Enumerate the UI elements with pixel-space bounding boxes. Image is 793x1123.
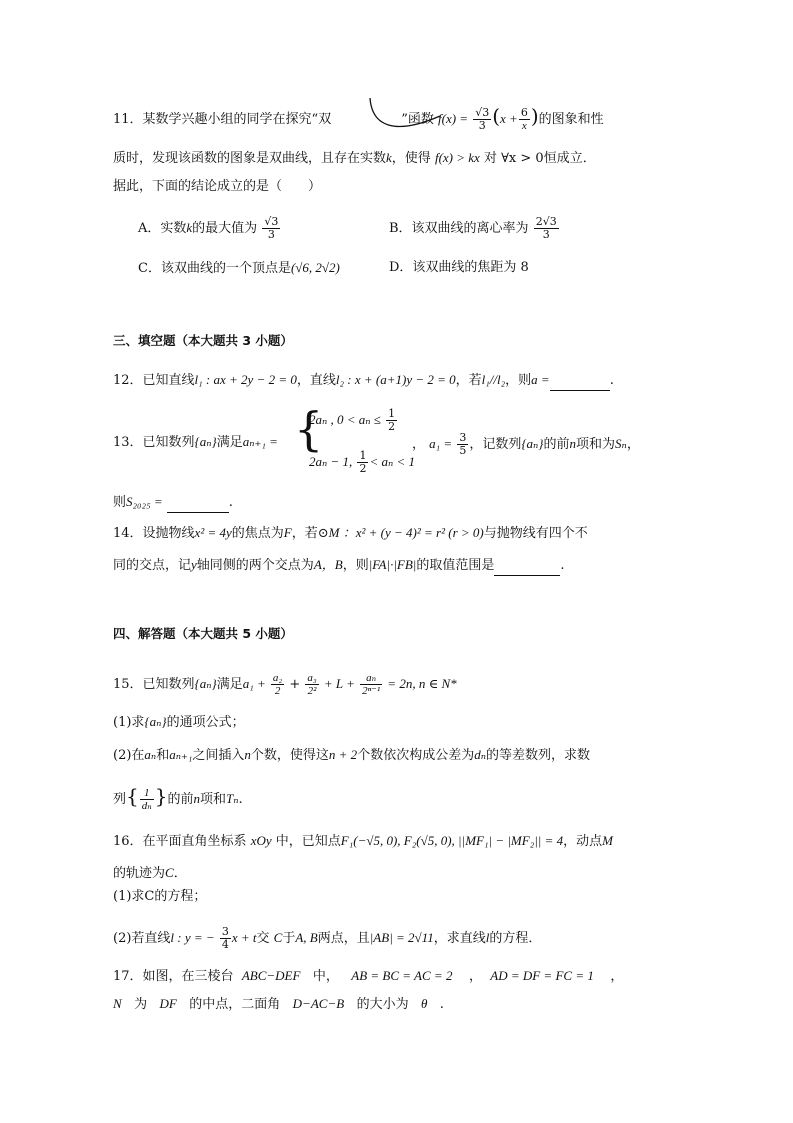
q11-line2: 质时，发现该函数的图象是双曲线，且存在实数k，使得 f(x) > kx 对 ∀x > 0恒成立． (113, 150, 596, 166)
q16-line1: 16．在平面直角坐标系 xOy 中，已知点F₁(−√5, 0), F₂(√5, 0), ||MF₁| − |MF₂|| = 4，动点M (113, 833, 613, 849)
q13-line2: 则S₂₀₂₅ = . (113, 492, 233, 513)
q16-part1: (1)求C的方程； (113, 889, 207, 904)
q15-part2-cont: 列{ $\frac{1}{\text{dₙ}}$ }的前n项和Tₙ. (113, 784, 243, 812)
q11-sqrt3-over-3: $\frac{√3}{3}$ (475, 106, 490, 132)
q15-part2: (2)在aₙ和aₙ₊₁之间插入n个数，使得这n + 2个数依次构成公差为dₙ的等差数列，求数 (113, 747, 590, 763)
q15-line1: 15．已知数列{aₙ}满足a₁ + $\frac{\text{a₂}}{2}$ + $\frac{\text{a₃}}{\text{2²}}$ + L + $\frac{\text{aₙ}}{\text{2ⁿ⁻¹}}$ = 2n, n ∈ N* (113, 672, 457, 697)
q15-part1: (1)求{aₙ}的通项公式； (113, 714, 245, 730)
section-3-title: 三、填空题（本大题共 3 小题） (113, 333, 293, 348)
q14-answer-blank[interactable] (494, 561, 560, 576)
q12-answer-blank[interactable] (550, 376, 610, 391)
q14-line2: 同的交点，记y轴同侧的两个交点为A，B，则|FA|·|FB|的取值范围是 . (113, 555, 565, 576)
q11-text-a: 11．某数学兴趣小组的同学在探究“双 (113, 112, 332, 127)
q17-line1: 17．如图，在三棱台 ABC−DEF 中， AB = BC = AC = 2 ， AD = DF = FC = 1 ， (113, 968, 624, 984)
q17-line2: N 为 DF 的中点，二面角 D−AC−B 的大小为 θ . (113, 996, 444, 1012)
section-4-title: 四、解答题（本大题共 5 小题） (113, 626, 293, 641)
q12-line: 12．已知直线l₁ : ax + 2y − 2 = 0，直线l₂ : x + (a+1)y − 2 = 0，若l₁//l₂，则a = . (113, 370, 614, 391)
q11-line3: 据此，下面的结论成立的是（ ） (113, 179, 322, 194)
hook-curve-icon (364, 96, 444, 136)
q13-answer-blank[interactable] (167, 498, 229, 513)
q11-option-c: C．该双曲线的一个顶点是(√6, 2√2) (138, 260, 340, 276)
q11-option-b: B．该双曲线的离心率为 $\frac{2√3}{3}$ (389, 215, 557, 241)
q11-text-b: ”函数 (401, 112, 434, 127)
q11-text-c: 的图象和性 (538, 112, 604, 127)
q11-six-over-x: $\frac{6}{x}$ (520, 106, 528, 132)
q11-option-d: D．该双曲线的焦距为 8 (389, 260, 529, 275)
piecewise-brace: { (294, 402, 324, 456)
q16-part2: (2)若直线l : y = − $\frac{3}{4}$ x + t交 C于A, B两点，且|AB| = 2√11，求直线l的方程． (113, 925, 542, 951)
q11-x-plus: x + (500, 111, 518, 126)
q13-line1: 13．已知数列{aₙ}满足aₙ₊₁ = (113, 434, 278, 450)
q13-line1-rest: ， a₁ = $\frac{3}{5}$ ，记数列{aₙ}的前n项和为Sₙ， (412, 431, 640, 457)
q13-case2: 2aₙ − 1, $\frac{1}{2}$ < aₙ < 1 (309, 449, 416, 475)
q11-option-a: A．实数k的最大值为 $\frac{√3}{3}$ (138, 215, 279, 241)
q13-case1: 2aₙ , 0 < aₙ ≤ $\frac{1}{2}$ (309, 407, 396, 433)
q14-line1: 14．设抛物线x² = 4y的焦点为F，若⊙M ：x² + (y − 4)² = r² (r > 0)与抛物线有四个不 (113, 525, 588, 541)
q11-func-lhs: f(x) = (438, 111, 469, 126)
q11-line1: 11．某数学兴趣小组的同学在探究“双 ”函数 f(x) = $\frac{√3}{3}$ (x + $\frac{6}{x}$ )的图象和性 (113, 104, 604, 132)
q16-line2: 的轨迹为C． (113, 865, 187, 881)
